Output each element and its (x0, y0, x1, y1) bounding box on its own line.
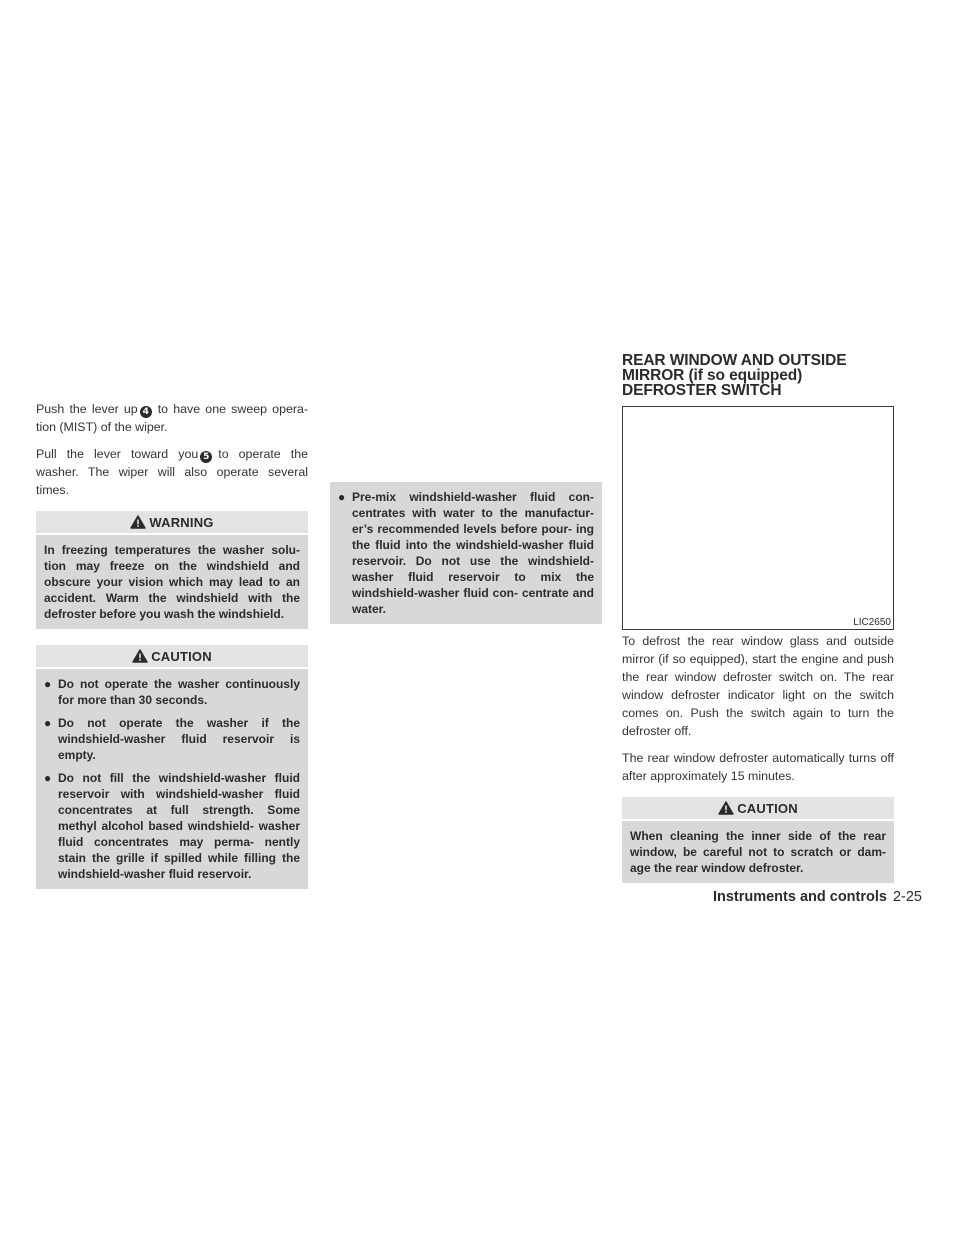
paragraph-auto-off: The rear window defroster automatically turns off after approximately 15 minutes. (622, 751, 894, 783)
list-item-text: Do not fill the windshield-washer fluid reservoir with windshield-washer fluid concentrates at full strength. Some methyl alcohol based windshield- washer fluid concentrates may perma- nently stain the grille if spilled while filling the windshield-washer fluid reservoir. (58, 771, 300, 881)
callout-marker: 4 (140, 406, 152, 418)
title-line: MIRROR (if so equipped) (622, 367, 803, 384)
warning-title: WARNING (149, 514, 214, 530)
figure-placeholder (622, 406, 894, 630)
warning-text: In freezing temperatures the washer solu- tion may freeze on the windshield and obscure your vision which may lead to an accident. Warm the windshield with the defroster before you wash the windshield. (36, 535, 308, 629)
text: Pull the lever toward you (36, 447, 199, 461)
paragraph-push-lever (36, 400, 308, 436)
caution-continued-body (330, 482, 602, 624)
caution-title: CAUTION (737, 800, 798, 816)
caution-box (622, 797, 894, 883)
title-line: DEFROSTER SWITCH (622, 382, 782, 399)
caution-header (36, 645, 308, 667)
caution-list-continued (338, 489, 594, 617)
caution-box (36, 645, 308, 889)
page-number: 2-25 (892, 889, 922, 905)
callout-marker: 5 (200, 451, 212, 463)
title-line: REAR WINDOW AND OUTSIDE (622, 352, 847, 369)
caution-list (44, 676, 300, 882)
list-item (44, 676, 300, 708)
paragraph-defrost: To defrost the rear window glass and outside mirror (if so equipped), start the engine and push the rear window defroster switch on. The rear window defroster indicator light on the switch comes on. Push the switch again to turn the defroster off. (622, 634, 894, 738)
column-left (36, 400, 308, 889)
list-item (44, 715, 300, 763)
list-item-text: Do not operate the washer continuously for more than 30 seconds. (58, 677, 300, 707)
figure-code: LIC2650 (853, 617, 891, 628)
column-right (622, 632, 894, 883)
caution-text: When cleaning the inner side of the rear window, be careful not to scratch or dam- age the rear window defroster. (622, 821, 894, 883)
caution-title: CAUTION (151, 648, 212, 664)
bullet-dot-icon: ● (338, 490, 346, 504)
section-title (622, 353, 922, 398)
column-middle (330, 482, 602, 624)
bullet-dot-icon: ● (44, 716, 52, 730)
list-item-text: Do not operate the washer if the windshield-washer fluid reservoir is empty. (58, 716, 300, 762)
warning-box (36, 511, 308, 629)
list-item (44, 770, 300, 882)
list-item (338, 489, 594, 617)
paragraph-pull-lever (36, 445, 308, 499)
caution-body (36, 669, 308, 889)
caution-header (622, 797, 894, 819)
bullet-dot-icon: ● (44, 771, 52, 785)
text: Push the lever up (36, 402, 138, 416)
list-item-text: Pre-mix windshield-washer fluid con- centrates with water to the manufactur- er’s recommended levels before pour- ing the fluid into the windshield-washer fluid reservoir. Do not use the windshield-washer fluid reservoir to mix the windshield-washer fluid con- centrate and water. (352, 490, 594, 616)
text: to have one sweep opera- tion (MIST) of the wiper. (36, 402, 308, 434)
bullet-dot-icon: ● (44, 677, 52, 691)
warning-header (36, 511, 308, 533)
page-footer (713, 889, 922, 905)
warning-triangle-icon (718, 801, 734, 815)
text: to operate the washer. The wiper will also operate several times. (36, 447, 308, 497)
footer-section: Instruments and controls (712, 889, 887, 905)
warning-triangle-icon (130, 515, 146, 529)
warning-triangle-icon (132, 649, 148, 663)
